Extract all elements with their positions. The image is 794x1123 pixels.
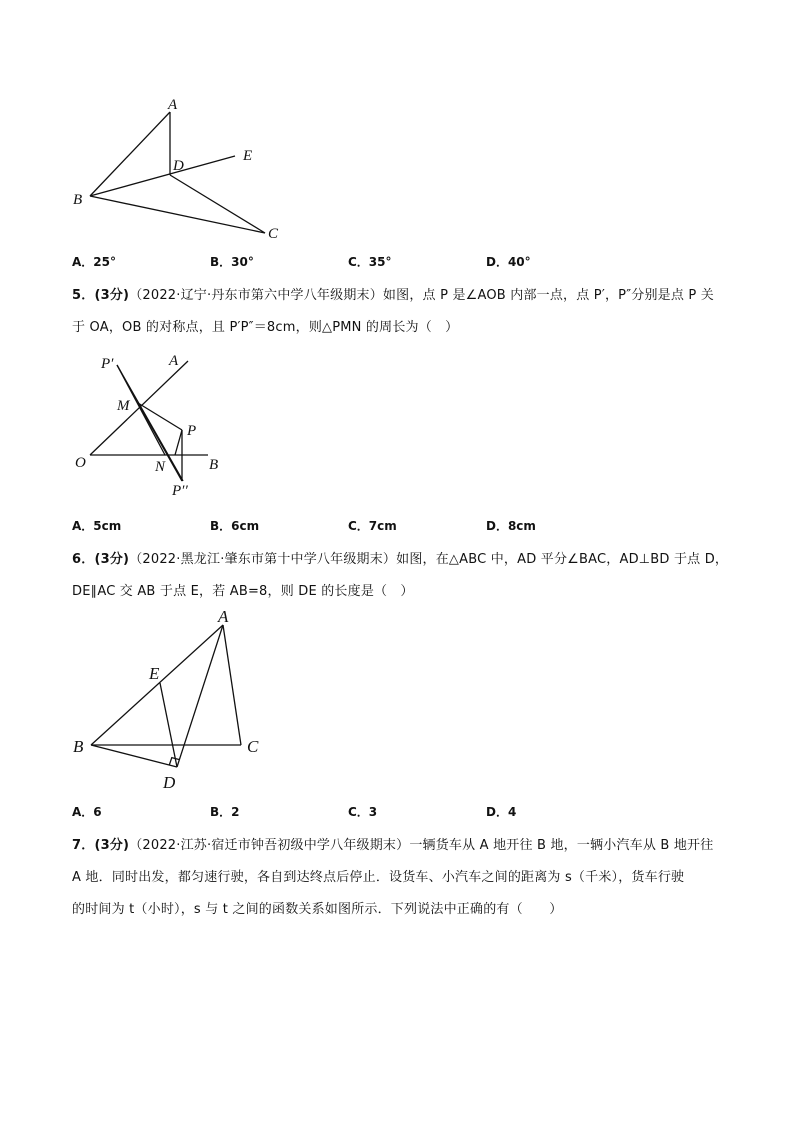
label-A: A — [168, 97, 178, 113]
label-C: C — [247, 737, 259, 756]
q5-figure — [65, 345, 240, 505]
q5-stem-line1 — [72, 284, 714, 303]
q6-option-c: C．3 — [348, 805, 378, 819]
segment-ED — [160, 683, 177, 767]
q5-stem-text-1: （2022·辽宁·丹东市第六中学八年级期末）如图，点 P 是∠AOB 内部一点，点 P′，P″分别是点 P 关 — [129, 288, 714, 303]
segment-BC — [90, 196, 265, 233]
q6-number: 6．(3分) — [72, 552, 130, 567]
label-B: B — [209, 457, 219, 473]
q4-option-c: C．35° — [348, 255, 392, 269]
q4-option-d: D．40° — [486, 255, 531, 269]
segment-AB — [90, 112, 170, 196]
label-A: A — [169, 353, 179, 369]
label-P-double-prime: P′′ — [172, 483, 188, 499]
segment-BD — [91, 745, 177, 767]
segment-PN — [175, 430, 182, 455]
q7-number: 7．(3分) — [72, 838, 130, 853]
q6-stem-text-1: （2022·黑龙江·肇东市第十中学八年级期末）如图，在△ABC 中，AD 平分∠BAC，AD⊥BD 于点 D， — [129, 552, 729, 567]
q6-option-a: A．6 — [72, 805, 102, 819]
q4-option-a: A．25° — [72, 255, 116, 269]
q5-stem-line2: 于 OA，OB 的对称点，且 P′P″＝8cm，则△PMN 的周长为（ ） — [72, 320, 459, 335]
q6-stem-line1 — [72, 548, 728, 567]
q4-figure — [60, 90, 300, 250]
q7-stem-text-1: （2022·江苏·宿迁市钟吾初级中学八年级期末）一辆货车从 A 地开往 B 地，一辆小汽车从 B 地开往 — [129, 838, 714, 853]
ray-OA — [90, 361, 188, 455]
label-D: D — [163, 773, 176, 792]
label-M: M — [117, 398, 130, 414]
label-O: O — [75, 455, 86, 471]
segment-DC — [170, 175, 265, 233]
q5-option-a: A．5cm — [72, 519, 122, 533]
q6-option-b: B．2 — [210, 805, 240, 819]
q5-option-c: C．7cm — [348, 519, 397, 533]
q7-stem-line2: A 地．同时出发，都匀速行驶，各自到达终点后停止．设货车、小汽车之间的距离为 s（千米），货车行驶 — [72, 870, 685, 885]
label-B: B — [73, 192, 83, 208]
q6-figure — [65, 600, 280, 800]
q6-stem-line2: DE∥AC 交 AB 于点 E，若 AB=8，则 DE 的长度是（ ） — [72, 584, 414, 599]
label-C: C — [268, 226, 279, 242]
label-B: B — [73, 737, 84, 756]
q5-option-b: B．6cm — [210, 519, 260, 533]
label-E: E — [149, 664, 160, 683]
q5-number: 5．(3分) — [72, 288, 130, 303]
label-E: E — [243, 148, 253, 164]
label-P-prime: P′ — [101, 356, 114, 372]
q7-stem-line1 — [72, 834, 713, 853]
label-N: N — [155, 459, 166, 475]
q6-option-d: D．4 — [486, 805, 517, 819]
q5-option-d: D．8cm — [486, 519, 536, 533]
segment-BE — [90, 156, 235, 196]
label-D: D — [173, 158, 184, 174]
q7-stem-line3: 的时间为 t（小时），s 与 t 之间的函数关系如图所示．下列说法中正确的有（ ） — [72, 902, 563, 917]
segment-AC — [223, 625, 241, 745]
q4-option-b: B．30° — [210, 255, 254, 269]
label-A: A — [218, 607, 229, 626]
label-P: P — [187, 423, 197, 439]
